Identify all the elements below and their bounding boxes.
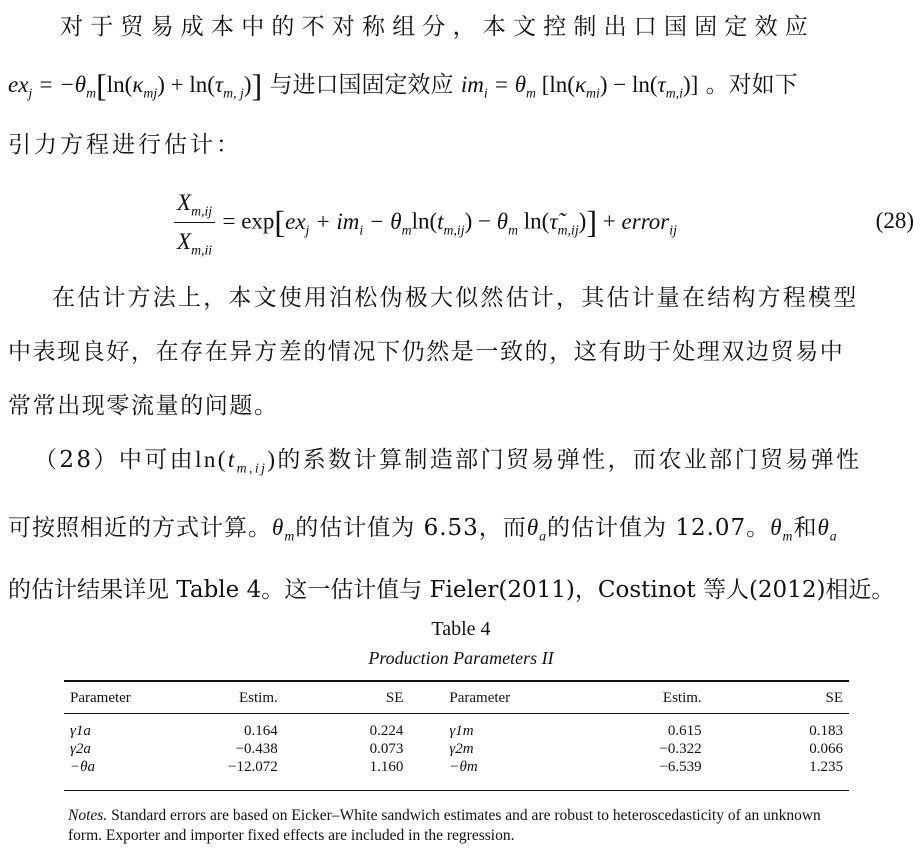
table-row <box>64 758 849 786</box>
header-parameter: Parameter <box>70 690 131 706</box>
table-cell: 0.066 <box>809 741 843 757</box>
paragraph-1-line-2: $ex_j = -\theta_m[\ln(\kappa_{mj}) + \ln(\tau_{m, j})]$ 与进口国固定效应 $im_i = \theta_m$ $[\ln(\kappa_{mi}) - \ln(\tau_{m,i})]$ 。对如下 <box>8 67 798 103</box>
paragraph-2-line-1: 在估计方法上，本文使用泊松伪极大似然估计，其估计量在结构方程模型 <box>52 285 859 311</box>
table-cell: γ1a <box>70 723 91 739</box>
notes-label: Notes. <box>68 807 108 824</box>
paragraph-2-line-2: 中表现良好，在存在异方差的情况下仍然是一致的，这有助于处理双边贸易中 <box>8 339 845 365</box>
table-cell: −0.322 <box>659 741 702 757</box>
table-cell: −θm <box>449 759 478 775</box>
paragraph-2-line-3: 常常出现零流量的问题。 <box>8 393 279 419</box>
paragraph-3-line-3: 的估计结果详见 Table 4。这一估计值与 Fieler(2011)，Costinot 等人(2012)相近。 <box>8 577 895 603</box>
table-cell: 0.183 <box>809 723 843 739</box>
table-row <box>64 740 849 758</box>
table-cell: 1.160 <box>369 759 404 775</box>
ln-t-term: $\ln(t_{m,ij})$ <box>195 447 278 476</box>
table-bottom-rule <box>64 790 849 791</box>
table-caption: Production Parameters II <box>368 648 554 668</box>
table-cell: 1.235 <box>809 759 843 775</box>
table-cell: 0.164 <box>244 723 278 739</box>
header-se: SE <box>385 690 404 706</box>
equation-fraction: $\frac{X_{m,ij}}{X_{m,ii}}$ <box>174 186 215 259</box>
exporter-fe-label: 与进口国固定效应 <box>269 72 454 98</box>
table-cell: −12.072 <box>228 759 278 775</box>
equation-28: $\frac{X_{m,ij}}{X_{m,ii}}$ = $\exp[ex_j + im_i - \theta_m\ln(t_{m,ij}) - \theta_m$ $\ln(\taũ_{m,ij})$] + error$_{ij}$ <box>174 186 922 259</box>
header-estim: Estim. <box>662 690 702 706</box>
table-label: Table 4 <box>431 618 491 640</box>
table-cell: γ1m <box>449 723 474 739</box>
table-cell: −θa <box>70 759 95 775</box>
paragraph-3-line-2: 可按照相近的方式计算。$\theta_m$的估计值为 6.53，而$\theta_a$的估计值为 12.07。$\theta_m$和$\theta_a$ <box>8 515 838 544</box>
paragraph-1-line-1: 对于贸易成本中的不对称组分，本文控制出口国固定效应 <box>60 14 815 40</box>
paragraph-3-line-1: （28）中可由$\ln(t_{m,ij})$的系数计算制造部门贸易弹性，而农业部门贸易弹性 <box>34 447 862 476</box>
production-parameters-table <box>64 680 849 786</box>
table-cell: γ2a <box>70 741 91 757</box>
exporter-fe-formula: $ex_j = -\theta_m$ <box>8 72 97 101</box>
table-cell: −6.539 <box>659 759 702 775</box>
theta-a-symbol: $\theta_a$ <box>526 515 548 544</box>
paragraph-1-line-2-tail: 。对如下 <box>705 72 798 98</box>
header-se: SE <box>825 690 843 706</box>
importer-fe-formula: $im_i = \theta_m$ <box>460 72 536 101</box>
table-notes <box>68 806 858 846</box>
table-row <box>64 714 849 741</box>
header-parameter: Parameter <box>449 690 511 706</box>
paragraph-1-line-3: 引力方程进行估计： <box>8 132 242 158</box>
table-cell: −0.438 <box>235 741 278 757</box>
header-estim: Estim. <box>239 690 278 706</box>
table-cell: γ2m <box>449 741 474 757</box>
table-header-row <box>64 681 849 714</box>
table-cell: 0.615 <box>667 723 702 739</box>
notes-text: Standard errors are based on Eicker–White sandwich estimates and are robust to heteroscedasticity of an unknown form. Exporter and importer fixed effects are included in the regression. <box>68 807 821 844</box>
theta-m-symbol: $\theta_m$ <box>272 515 296 544</box>
table-cell: 0.073 <box>369 741 404 757</box>
equation-number: (28) <box>875 208 914 233</box>
table-cell: 0.224 <box>369 723 404 739</box>
